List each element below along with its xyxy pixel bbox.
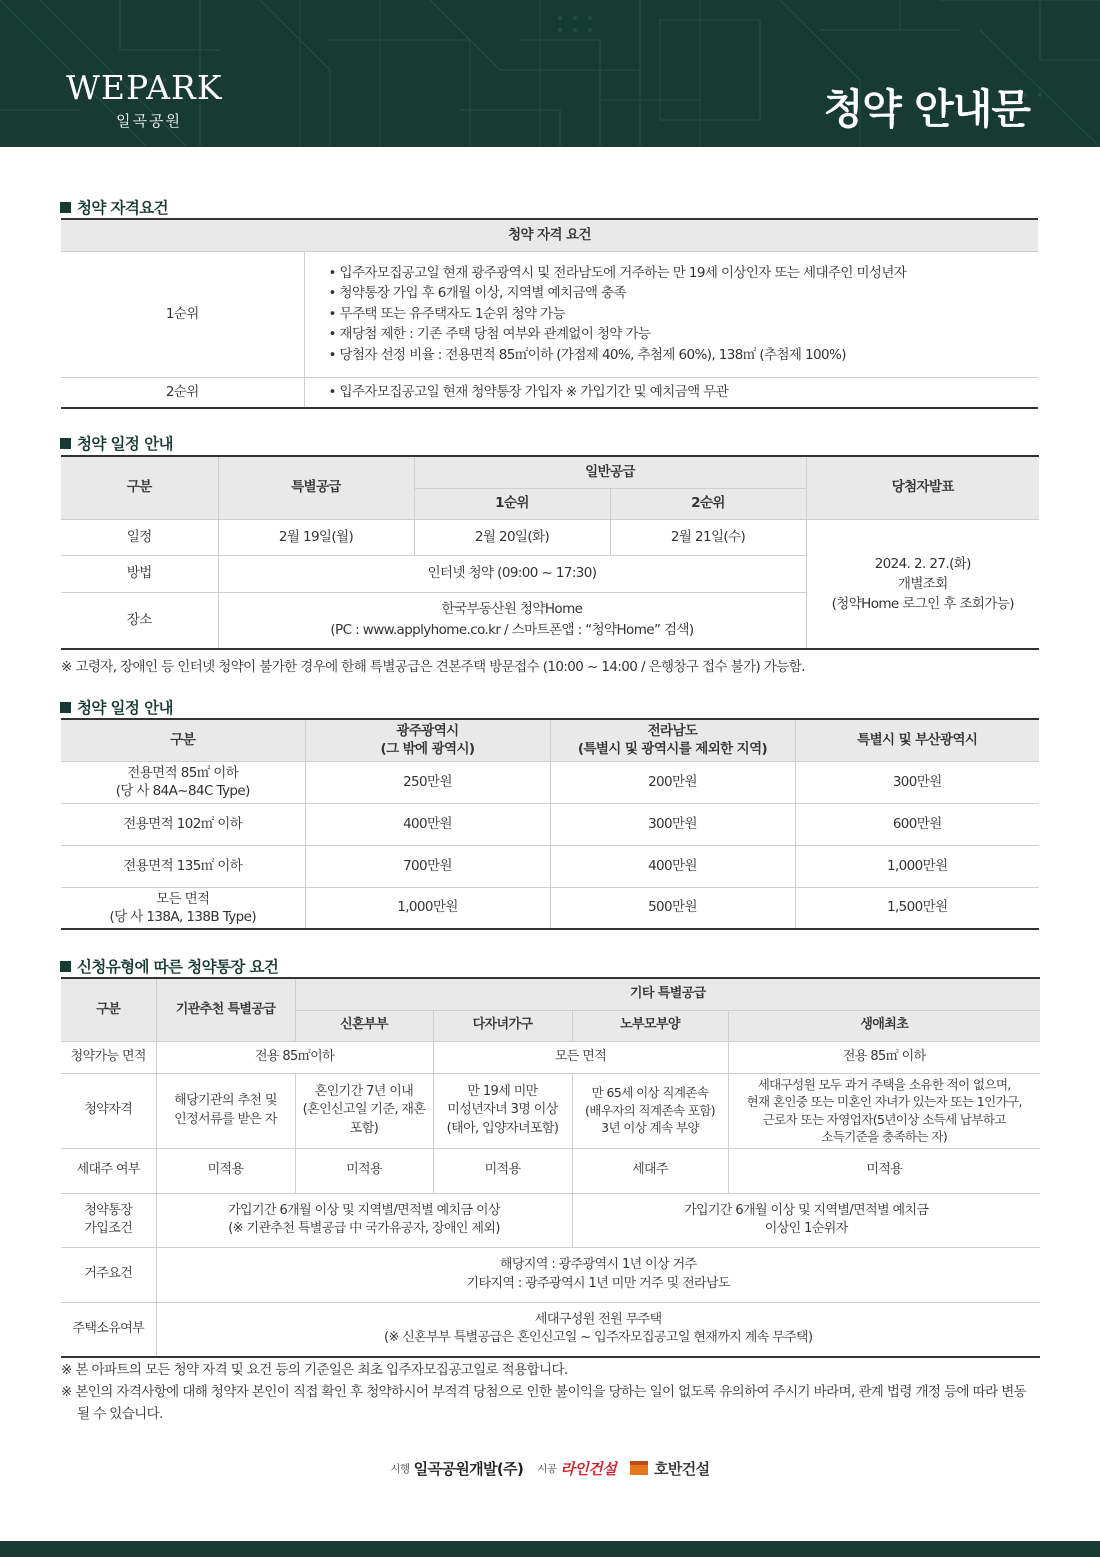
header-newlywed: 신혼부부 [295, 1010, 433, 1041]
table-header: 청약 자격 요건 [61, 219, 1038, 251]
brand-subtitle: 일곡공원 [116, 112, 182, 130]
qual-line: (배우자의 직계존속 포함) [584, 1102, 716, 1118]
qual-institution [156, 1073, 295, 1148]
qualification-table [61, 218, 1038, 409]
header-elderly: 노부모부양 [572, 1010, 728, 1041]
square-bullet-icon [60, 438, 71, 449]
row-label-line: 청약통장 [84, 1202, 133, 1218]
head-first: 미적용 [728, 1148, 1040, 1193]
area-label-line1: 모든 면적 [156, 890, 210, 907]
hoban-logo-icon [630, 1461, 648, 1475]
square-bullet-icon [60, 961, 71, 972]
square-bullet-icon [60, 202, 71, 213]
place-value [218, 592, 806, 649]
list-item: • 입주자모집공고일 현재 광주광역시 및 전라남도에 거주하는 만 19세 이상인자 또는 세대주인 미성년자 [328, 264, 907, 281]
area-inst-newlywed: 전용 85㎡이하 [156, 1041, 433, 1073]
residence-line: 기타지역 : 광주광역시 1년 미만 거주 및 전라남도 [466, 1275, 730, 1291]
qual-line: 소득기준을 충족하는 자) [821, 1129, 948, 1144]
table-row [61, 845, 1039, 887]
footer-credits [0, 1458, 1100, 1479]
hoban-construction-name: 호반건설 [653, 1460, 710, 1478]
house-line: (※ 신혼부부 특별공급은 혼인신고일 ~ 입주자모집공고일 현재까지 계속 무주택) [384, 1330, 813, 1346]
developer-name: 일곡공원개발(주) [413, 1460, 524, 1478]
qual-line: 인정서류를 받은 자 [174, 1111, 277, 1127]
deposit-gwangju: 250만원 [305, 761, 550, 803]
page-header [0, 0, 1100, 147]
account-line: 가입기간 6개월 이상 및 지역별/면적별 예치금 이상 [228, 1202, 500, 1218]
announce-method: 개별조회 [897, 575, 948, 592]
schedule-rank2: 2월 21일(수) [610, 519, 806, 555]
header-seoul-busan: 특별시 및 부산광역시 [795, 719, 1039, 761]
list-item: • 재당첨 제한 : 기존 주택 당첨 여부와 관계없이 청약 가능 [328, 326, 651, 343]
deposit-jeonnam: 200만원 [550, 761, 795, 803]
house-value [156, 1302, 1040, 1357]
section-title-schedule [60, 432, 173, 454]
deposit-jeonnam: 500만원 [550, 887, 795, 929]
deposit-table [61, 718, 1039, 930]
qual-newlywed [295, 1073, 433, 1148]
place-url: (PC : www.applyhome.co.kr / 스마트폰앱 : “청약Home” 검색) [330, 622, 694, 639]
rank1-conditions [304, 251, 1038, 377]
header-first-life: 생애최초 [728, 1010, 1040, 1041]
header-other-special: 기타 특별공급 [295, 978, 1040, 1010]
header-category: 구분 [61, 719, 305, 761]
residence-line: 해당지역 : 광주광역시 1년 이상 거주 [499, 1257, 697, 1273]
header-general: 일반공급 [414, 456, 806, 488]
schedule-note: ※ 고령자, 장애인 등 인터넷 청약이 불가한 경우에 한해 특별공급은 견본주택 방문접수 (10:00 ~ 14:00 / 은행창구 접수 불가) 가능함. [61, 659, 805, 675]
area-label-line1: 전용면적 85㎡ 이하 [127, 765, 239, 781]
list-item: • 무주택 또는 유주택자도 1순위 청약 가능 [328, 305, 566, 322]
head-elderly: 세대주 [572, 1148, 728, 1193]
square-bullet-icon [60, 702, 71, 713]
row-label-account [61, 1193, 156, 1247]
head-newlywed: 미적용 [295, 1148, 433, 1193]
section-title-text: 청약 자격요건 [77, 199, 169, 217]
header-jeonnam [550, 719, 795, 761]
header-institution: 기관추천 특별공급 [156, 978, 295, 1041]
header-gwangju-line2: (그 밖에 광역시) [380, 741, 475, 758]
table-row [61, 803, 1039, 845]
header-gwangju [305, 719, 550, 761]
house-line: 세대구성원 전원 무주택 [534, 1312, 662, 1328]
header-gwangju-line1: 광주광역시 [396, 723, 459, 740]
qual-line: 미성년자녀 3명 이상 [447, 1102, 558, 1118]
row-label-place: 장소 [61, 592, 218, 649]
place-name: 한국부동산원 청약Home [441, 601, 583, 618]
method-value: 인터넷 청약 (09:00 ~ 17:30) [218, 555, 806, 592]
section-title-text: 청약 일정 안내 [77, 699, 173, 717]
header-jeonnam-line2: (특별시 및 광역시를 제외한 지역) [577, 741, 768, 758]
requirements-note-1: ※ 본 아파트의 모든 청약 자격 및 요건 등의 기준일은 최초 입주자모집공고일로 적용합니다. [61, 1362, 568, 1378]
qual-line: (혼인신고일 기준, 재혼 [302, 1102, 426, 1118]
table-row [61, 761, 1039, 803]
row-label-line: 가입조건 [84, 1221, 133, 1236]
area-label-line2: (당 사 138A, 138B Type) [109, 908, 256, 925]
deposit-seoul: 1,000만원 [795, 845, 1039, 887]
deposit-gwangju: 400만원 [305, 803, 550, 845]
header-rank1: 1순위 [414, 488, 610, 519]
header-jeonnam-line1: 전라남도 [647, 723, 698, 740]
requirements-table [61, 977, 1040, 1358]
qual-elderly [572, 1073, 728, 1148]
header-special: 특별공급 [218, 456, 414, 519]
account-line: (※ 기관추천 특별공급 中 국가유공자, 장애인 제외) [228, 1221, 500, 1236]
qual-line: 포함) [349, 1120, 379, 1136]
row-label-qualification: 청약자격 [61, 1073, 156, 1148]
section-title-text: 청약 일정 안내 [77, 435, 173, 453]
qual-line: 세대구성원 모두 과거 주택을 소유한 적이 없으며, [757, 1076, 1011, 1092]
table-row [61, 887, 1039, 929]
deposit-jeonnam: 400만원 [550, 845, 795, 887]
section-title-requirements [60, 955, 278, 977]
section-title-qualification [60, 196, 168, 218]
residence-value [156, 1247, 1040, 1302]
schedule-rank1: 2월 20일(화) [414, 519, 610, 555]
account-line: 이상인 1순위자 [764, 1221, 848, 1236]
qual-line: 현재 혼인중 또는 미혼인 자녀가 있는자 또는 1인가구, [746, 1094, 1022, 1109]
header-rank2: 2순위 [610, 488, 806, 519]
header-category: 구분 [61, 456, 218, 519]
area-multi-elderly: 모든 면적 [433, 1041, 728, 1073]
requirements-note-2: ※ 본인의 자격사항에 대해 청약자 본인이 직접 확인 후 청약하시어 부적격 당첨으로 인한 불이익을 당하는 일이 없도록 유의하여 주시기 바라며, 관계 법령 개정 등에 따라 변동 될 수 있습니다. [61, 1384, 1027, 1422]
qual-line: 만 65세 이상 직계존속 [591, 1085, 709, 1101]
header-category: 구분 [61, 978, 156, 1041]
line-construction-logo: 라인건설 [560, 1460, 616, 1478]
area-label [61, 761, 305, 803]
area-label [61, 887, 305, 929]
list-item: • 당첨자 선정 비율 : 전용면적 85㎡이하 (가점제 40%, 추첨제 60%), 138㎡ (추첨제 100%) [328, 346, 846, 363]
schedule-special: 2월 19일(월) [218, 519, 414, 555]
area-first: 전용 85㎡ 이하 [728, 1041, 1040, 1073]
row-label-area: 청약가능 면적 [61, 1041, 156, 1073]
row-label-house-ownership: 주택소유여부 [61, 1302, 156, 1357]
deposit-gwangju: 1,000만원 [305, 887, 550, 929]
deposit-seoul: 300만원 [795, 761, 1039, 803]
qual-line: (태아, 입양자녀포함) [446, 1120, 559, 1136]
header-multichild: 다자녀가구 [433, 1010, 572, 1041]
announce-cell [806, 519, 1039, 649]
account-right [572, 1193, 1040, 1247]
rank1-label: 1순위 [61, 251, 304, 377]
qual-multichild [433, 1073, 572, 1148]
bottom-bar [0, 1541, 1100, 1557]
announce-note: (청약Home 로그인 후 조회가능) [831, 595, 1014, 612]
deposit-seoul: 600만원 [795, 803, 1039, 845]
head-multichild: 미적용 [433, 1148, 572, 1193]
section-title-text: 신청유형에 따른 청약통장 요건 [77, 958, 279, 976]
head-institution: 미적용 [156, 1148, 295, 1193]
row-label-method: 방법 [61, 555, 218, 592]
row-label-schedule: 일정 [61, 519, 218, 555]
qual-line: 3년 이상 계속 부양 [601, 1120, 699, 1136]
header-announce: 당첨자발표 [806, 456, 1039, 519]
qual-line: 혼인기간 7년 이내 [314, 1084, 414, 1100]
section-title-deposit [60, 696, 173, 718]
developer-label: 시행 [390, 1463, 410, 1475]
deposit-seoul: 1,500만원 [795, 887, 1039, 929]
deposit-gwangju: 700만원 [305, 845, 550, 887]
brand-logo: WEPARK [66, 68, 223, 107]
announce-date: 2024. 2. 27.(화) [874, 555, 971, 572]
builder-label: 시공 [537, 1463, 557, 1475]
qual-line: 만 19세 미만 [467, 1084, 538, 1100]
qual-first [728, 1073, 1040, 1148]
qual-line: 근로자 또는 자영업자(5년이상 소득세 납부하고 [762, 1111, 1006, 1127]
account-line: 가입기간 6개월 이상 및 지역별/면적별 예치금 [684, 1202, 929, 1218]
schedule-table [61, 455, 1039, 650]
account-left [156, 1193, 572, 1247]
qual-line: 해당기관의 추천 및 [174, 1093, 277, 1109]
area-label: 전용면적 135㎡ 이하 [61, 845, 305, 887]
page-title: 청약 안내문 [823, 85, 1030, 133]
deposit-jeonnam: 300만원 [550, 803, 795, 845]
area-label: 전용면적 102㎡ 이하 [61, 803, 305, 845]
rank2-condition: • 입주자모집공고일 현재 청약통장 가입자 ※ 가입기간 및 예치금액 무관 [304, 377, 1038, 408]
row-label-household-head: 세대주 여부 [61, 1148, 156, 1193]
area-label-line2: (당 사 84A~84C Type) [115, 783, 250, 799]
row-label-residence: 거주요건 [61, 1247, 156, 1302]
rank2-label: 2순위 [61, 377, 304, 408]
list-item: • 청약통장 가입 후 6개월 이상, 지역별 예치금액 충족 [328, 285, 626, 302]
